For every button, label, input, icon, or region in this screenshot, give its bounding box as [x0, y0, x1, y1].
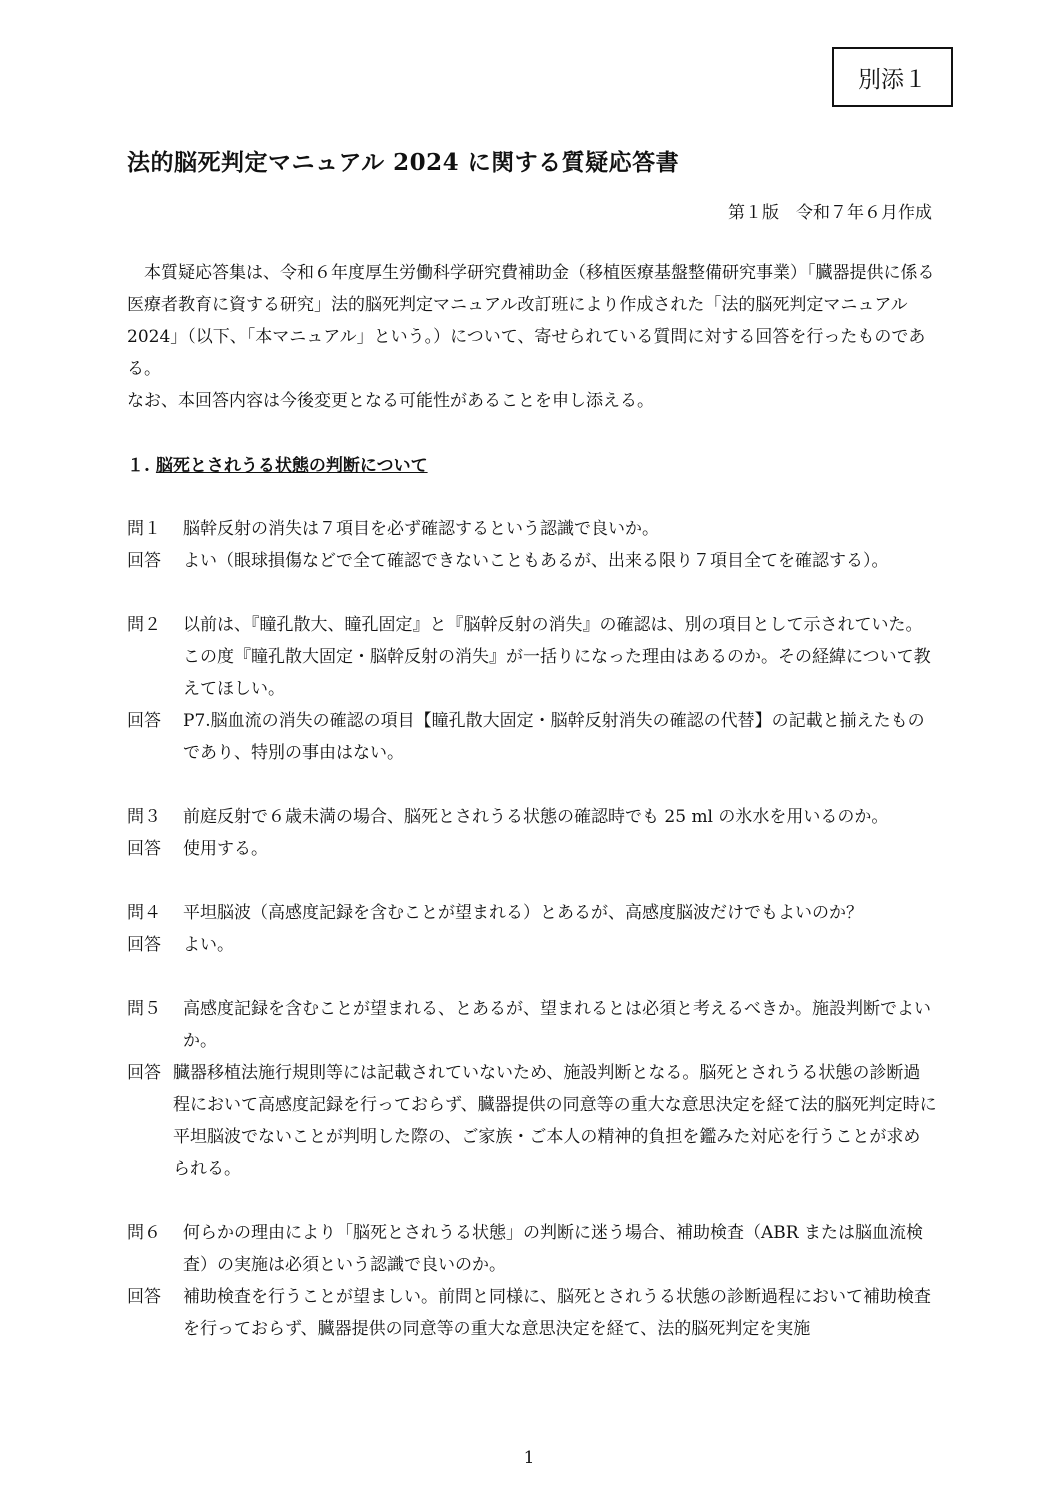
question-tag: 問５: [127, 999, 161, 1019]
answer-text: よい。: [183, 935, 234, 955]
question-text: 高感度記録を含むことが望まれる、とあるが、望まれるとは必須と考えるべきか。施設判断でよいか。: [183, 999, 931, 1051]
attachment-label: 別添１: [832, 47, 953, 107]
intro-section: [127, 257, 937, 417]
question-text: 平坦脳波（高感度記録を含むことが望まれる）とあるが、高感度脳波だけでもよいのか？: [183, 903, 863, 923]
answer-row: [127, 705, 937, 769]
answer-tag: 回答: [127, 935, 161, 955]
answer-text: よい（眼球損傷などで全て確認できないこともあるが、出来る限り７項目全てを確認する）。: [183, 551, 889, 571]
section-number: １.: [127, 456, 150, 476]
answer-tag: 回答: [127, 839, 161, 859]
qa-item: [127, 1217, 937, 1345]
question-row: [127, 801, 937, 833]
question-text: 前庭反射で６歳未満の場合、脳死とされうる状態の確認時でも 25 ml の氷水を用いるのか。: [183, 807, 889, 827]
question-tag: 問１: [127, 519, 161, 539]
intro-paragraph: 本質疑応答集は、令和６年度厚生労働科学研究費補助金（移植医療基盤整備研究事業）「臓器提供に係る医療者教育に資する研究」法的脳死判定マニュアル改訂班により作成された「法的脳死判定マニュアル 2024」（以下、「本マニュアル」という。）について、寄せられている質問に対する回答を行ったものである。: [127, 263, 935, 379]
intro-note: なお、本回答内容は今後変更となる可能性があることを申し添える。: [127, 391, 654, 411]
qa-item: [127, 993, 937, 1185]
section-heading: [127, 451, 428, 476]
qa-item: [127, 801, 937, 865]
answer-row: [127, 1057, 937, 1185]
question-tag: 問３: [127, 807, 161, 827]
qa-item: [127, 897, 937, 961]
qa-item: [127, 609, 937, 769]
question-text: 脳幹反射の消失は７項目を必ず確認するという認識で良いか。: [183, 519, 659, 539]
answer-row: [127, 1281, 937, 1345]
question-tag: 問６: [127, 1223, 161, 1243]
page-number: 1: [523, 1448, 535, 1468]
edition-date: 第１版 令和７年６月作成: [728, 203, 932, 223]
answer-text: 使用する。: [183, 839, 268, 859]
qa-item: [127, 513, 937, 577]
answer-tag: 回答: [127, 1063, 161, 1083]
answer-row: [127, 929, 937, 961]
answer-text: 臓器移植法施行規則等には記載されていないため、施設判断となる。脳死とされうる状態の診断過程において高感度記録を行っておらず、臓器提供の同意等の重大な意思決定を経て法的脳死判定時に平坦脳波でないことが判明した際の、ご家族・ご本人の精神的負担を鑑みた対応を行うことが求められる。: [173, 1063, 937, 1179]
question-tag: 問４: [127, 903, 161, 923]
answer-text: P7.脳血流の消失の確認の項目【瞳孔散大固定・脳幹反射消失の確認の代替】の記載と揃えたものであり、特別の事由はない。: [183, 711, 925, 763]
answer-tag: 回答: [127, 551, 161, 571]
question-text: 何らかの理由により「脳死とされうる状態」の判断に迷う場合、補助検査（ABR または脳血流検査）の実施は必須という認識で良いのか。: [183, 1223, 923, 1275]
answer-row: [127, 833, 937, 865]
answer-tag: 回答: [127, 711, 161, 731]
answer-row: [127, 545, 937, 577]
question-row: [127, 897, 937, 929]
question-tag: 問２: [127, 615, 161, 635]
answer-tag: 回答: [127, 1287, 161, 1307]
question-row: [127, 513, 937, 545]
document-title: 法的脳死判定マニュアル 2024 に関する質疑応答書: [127, 149, 680, 176]
question-row: [127, 609, 937, 705]
question-row: [127, 1217, 937, 1281]
qa-list: [127, 513, 937, 1377]
question-row: [127, 993, 937, 1057]
section-label: 脳死とされうる状態の判断について: [155, 456, 428, 476]
answer-text: 補助検査を行うことが望ましい。前問と同様に、脳死とされうる状態の診断過程において補助検査を行っておらず、臓器提供の同意等の重大な意思決定を経て、法的脳死判定を実施: [183, 1287, 931, 1339]
question-text: 以前は、『瞳孔散大、瞳孔固定』と『脳幹反射の消失』の確認は、別の項目として示されていた。この度『瞳孔散大固定・脳幹反射の消失』が一括りになった理由はあるのか。その経緯について教えてほしい。: [183, 615, 931, 699]
